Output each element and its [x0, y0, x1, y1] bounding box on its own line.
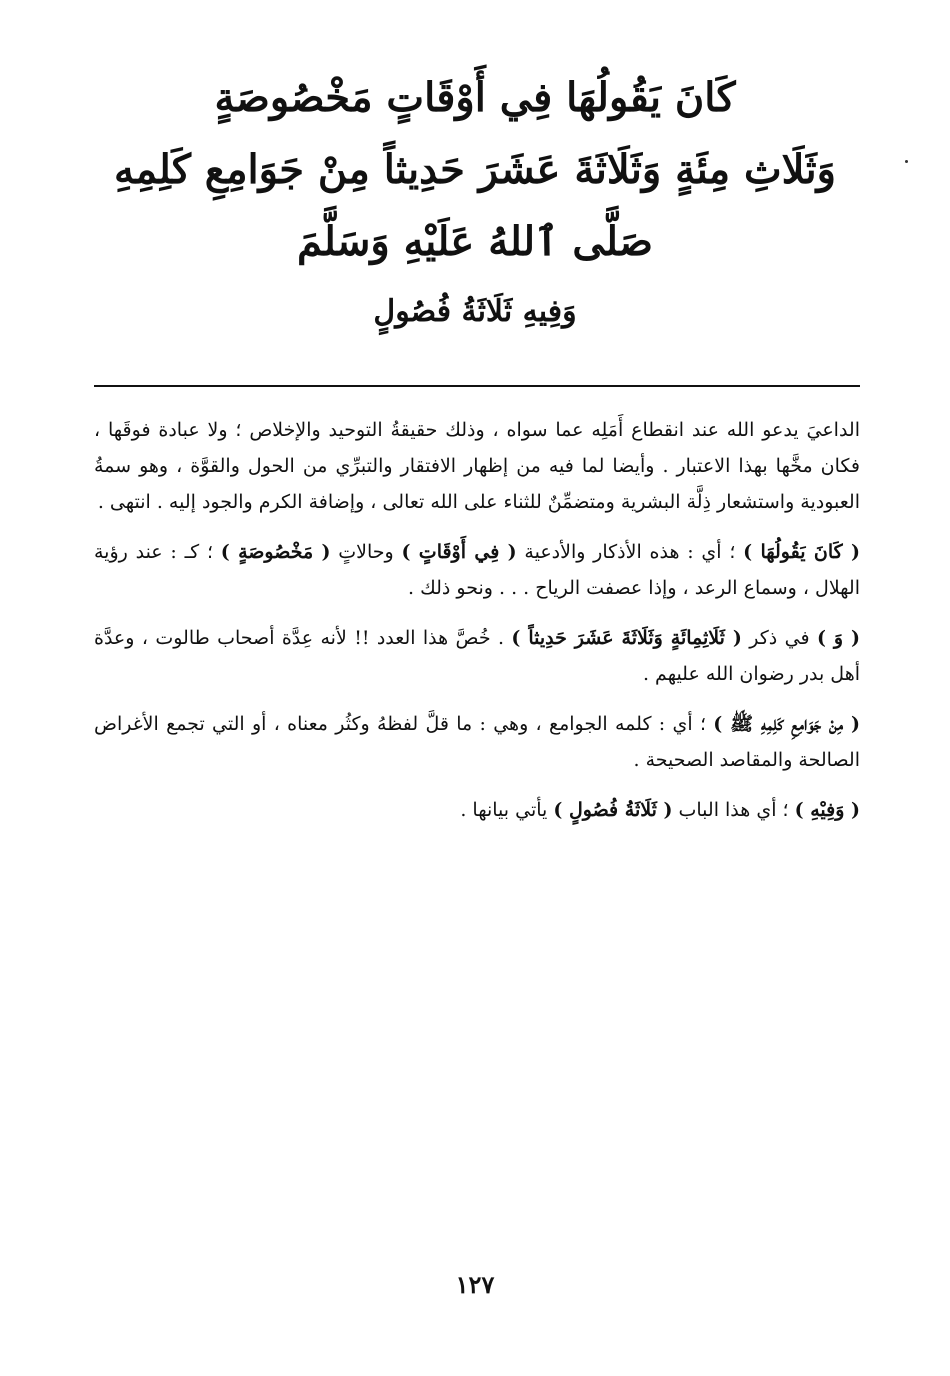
print-speck [905, 160, 908, 163]
quoted-text: ( فِي أَوْقَاتٍ ) [401, 541, 517, 563]
heading-line-1: كَانَ يَقُولُهَا فِي أَوْقَاتٍ مَخْصُوصَةٍ [214, 74, 736, 121]
page-number: ١٢٧ [455, 1270, 495, 1299]
paragraph-5 [94, 792, 860, 828]
paragraph-text: وحالاتٍ [330, 541, 402, 563]
heading-divider [94, 385, 860, 387]
quoted-text: ( وَفِيْهِ ) [794, 799, 860, 821]
quoted-text: ( كَانَ يَقُولُهَا ) [743, 541, 860, 563]
quoted-text: ( مِنْ جَوَامِعِ كَلِمِهِ ﷺ ) [713, 713, 860, 735]
paragraph-3 [94, 620, 860, 692]
paragraph-text: ؛ كـ : عند رؤية الهلال ، وسماع الرعد ، وإذا عصفت الرياح . . . ونحو ذلك . [94, 541, 860, 599]
paragraph-text: ؛ أي : كلمه الجوامع ، وهي : ما قلَّ لفظهُ وكثُر معناه ، أو التي تجمع الأغراض الصالحة والمقاصد الصحيحة . [94, 713, 860, 771]
chapter-heading [90, 62, 860, 342]
paragraph-text: . خُصَّ هذا العدد !! لأنه عِدَّة أصحاب طالوت ، وعدَّة أهل بدر رضوان الله عليهم . [94, 627, 860, 685]
paragraph-2 [94, 534, 860, 606]
paragraph-text: يأتي بيانها . [460, 799, 554, 821]
paragraph-4 [94, 706, 860, 778]
paragraph-text: في ذكر [741, 627, 817, 649]
quoted-text: ( وَ ) [816, 627, 861, 649]
chapter-subheading: وَفِيهِ ثَلَاثَةُ فُصُولٍ [373, 294, 577, 329]
quoted-text: ( ثَلَاثَةُ فُصُولٍ ) [553, 799, 673, 821]
commentary-body [94, 412, 860, 842]
heading-line-2: وَثَلَاثِ مِئَةٍ وَثَلَاثَةَ عَشَرَ حَدِيثاً مِنْ جَوَامِعِ كَلِمِهِ [114, 146, 836, 193]
paragraph-1: الداعيَ يدعو الله عند انقطاع أَمَلِه عما سواه ، وذلك حقيقةُ التوحيد والإخلاص ؛ ولا عبادة فوقَها ، فكان مخَّها بهذا الاعتبار . وأيضا لما فيه من إظهار الافتقار والتبرِّي من الحول والقوَّة ، وهو سمةُ العبودية واستشعار ذِلَّة البشرية ومتضمِّنٌ للثناء على الله تعالى ، وإضافة الكرم والجود إليه . انتهى . [94, 419, 860, 513]
heading-line-3: صَلَّى ٱللهُ عَلَيْهِ وَسَلَّمَ [297, 218, 653, 265]
quoted-text: ( مَخْصُوصَةٍ ) [220, 541, 331, 563]
quoted-text: ( ثَلَاثِمِائَةٍ وَثَلَاثَةَ عَشَرَ حَدِيثاً ) [511, 627, 742, 649]
paragraph-text: ؛ أي هذا الباب [672, 799, 795, 821]
paragraph-text: ؛ أي : هذه الأذكار والأدعية [516, 541, 744, 563]
